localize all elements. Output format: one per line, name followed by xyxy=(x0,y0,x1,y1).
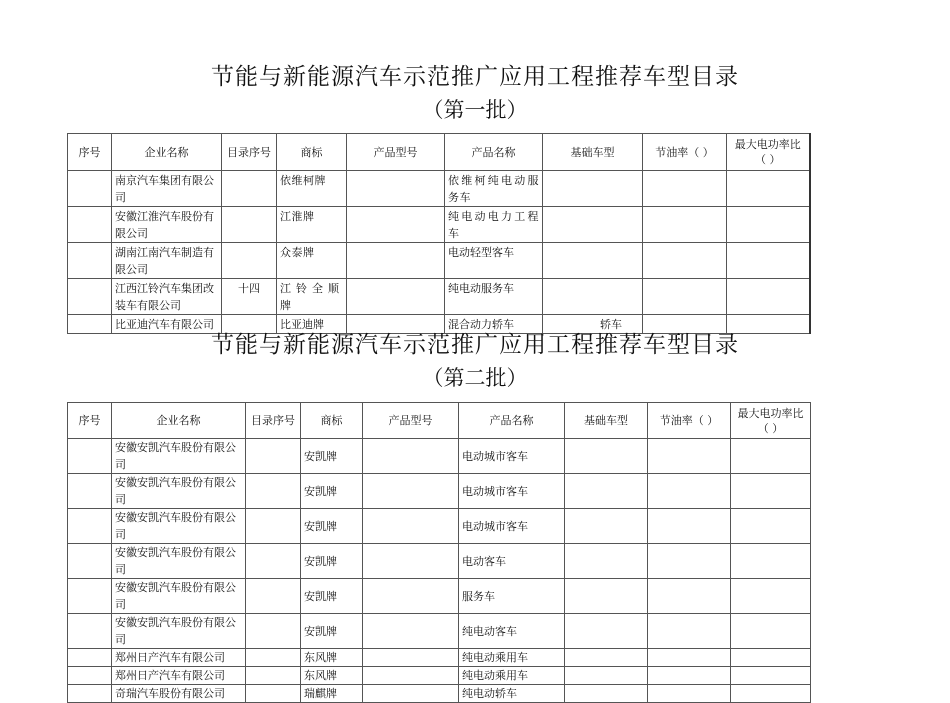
cell-power-ratio xyxy=(731,685,811,703)
cell-catalog-no xyxy=(246,474,301,509)
cell-fuel-saving xyxy=(648,544,731,579)
header-cell: 目录序号 xyxy=(246,403,301,439)
cell-model xyxy=(363,614,459,649)
cell-fuel-saving xyxy=(648,579,731,614)
cell-fuel-saving xyxy=(648,439,731,474)
cell-power-ratio xyxy=(727,243,810,279)
header-cell: 企业名称 xyxy=(112,134,222,171)
cell-product-name: 混合动力轿车 xyxy=(445,315,543,334)
cell-product-name: 纯电动乘用车 xyxy=(459,649,565,667)
cell-seq xyxy=(68,579,112,614)
table-row xyxy=(68,279,810,315)
header-cell: 节油率（ ） xyxy=(643,134,727,171)
cell-product-name: 依维柯纯电动服务车 xyxy=(445,171,543,207)
header-cell: 基础车型 xyxy=(543,134,643,171)
cell-product-name: 电动客车 xyxy=(459,544,565,579)
cell-brand: 安凯牌 xyxy=(301,579,363,614)
cell-company: 比亚迪汽车有限公司 xyxy=(112,315,222,334)
cell-company: 郑州日产汽车有限公司 xyxy=(112,667,246,685)
table-row xyxy=(68,243,810,279)
header-cell: 商标 xyxy=(301,403,363,439)
header-cell: 目录序号 xyxy=(222,134,277,171)
cell-power-ratio xyxy=(727,279,810,315)
cell-power-ratio xyxy=(731,439,811,474)
batch2-subtitle: （第二批） xyxy=(422,366,528,390)
cell-fuel-saving xyxy=(643,171,727,207)
cell-catalog-no xyxy=(246,439,301,474)
cell-catalog-no xyxy=(222,243,277,279)
cell-company: 奇瑞汽车股份有限公司 xyxy=(112,685,246,703)
cell-product-name: 纯电动客车 xyxy=(459,614,565,649)
cell-power-ratio xyxy=(731,614,811,649)
batch1-table xyxy=(67,133,811,334)
header-cell: 产品型号 xyxy=(347,134,445,171)
cell-fuel-saving xyxy=(648,509,731,544)
cell-company: 安徽安凯汽车股份有限公司 xyxy=(112,614,246,649)
cell-company: 湖南江南汽车制造有限公司 xyxy=(112,243,222,279)
cell-model xyxy=(347,171,445,207)
cell-fuel-saving xyxy=(643,243,727,279)
cell-product-name: 服务车 xyxy=(459,579,565,614)
cell-catalog-no: 十四 xyxy=(222,279,277,315)
cell-fuel-saving xyxy=(643,279,727,315)
batch2-table xyxy=(67,402,811,703)
cell-brand: 众泰牌 xyxy=(277,243,347,279)
cell-base-model xyxy=(565,667,648,685)
cell-power-ratio xyxy=(731,649,811,667)
cell-base-model xyxy=(565,614,648,649)
cell-seq xyxy=(68,509,112,544)
header-cell: 序号 xyxy=(68,403,112,439)
cell-catalog-no xyxy=(246,667,301,685)
cell-base-model xyxy=(565,474,648,509)
header-cell: 节油率（ ） xyxy=(648,403,731,439)
table-row xyxy=(68,685,811,703)
cell-product-name: 纯电动服务车 xyxy=(445,279,543,315)
cell-brand: 东风牌 xyxy=(301,667,363,685)
cell-brand: 江铃全顺牌 xyxy=(277,279,347,315)
cell-product-name: 纯电动电力工程车 xyxy=(445,207,543,243)
cell-brand: 安凯牌 xyxy=(301,509,363,544)
cell-model xyxy=(363,667,459,685)
cell-seq xyxy=(68,207,112,243)
cell-model xyxy=(363,685,459,703)
table-row xyxy=(68,509,811,544)
cell-base-model xyxy=(565,439,648,474)
cell-company: 安徽安凯汽车股份有限公司 xyxy=(112,439,246,474)
header-cell: 企业名称 xyxy=(112,403,246,439)
batch1-title: 节能与新能源汽车示范推广应用工程推荐车型目录 xyxy=(211,64,739,90)
cell-product-name: 电动城市客车 xyxy=(459,509,565,544)
header-cell: 产品名称 xyxy=(459,403,565,439)
table-header-row xyxy=(68,134,810,171)
cell-base-model xyxy=(565,509,648,544)
cell-brand: 安凯牌 xyxy=(301,614,363,649)
cell-model xyxy=(347,243,445,279)
cell-power-ratio xyxy=(731,544,811,579)
cell-base-model xyxy=(565,579,648,614)
cell-base-model xyxy=(543,279,643,315)
cell-brand: 依维柯牌 xyxy=(277,171,347,207)
cell-catalog-no xyxy=(222,171,277,207)
cell-brand: 安凯牌 xyxy=(301,439,363,474)
cell-seq xyxy=(68,474,112,509)
cell-power-ratio xyxy=(731,667,811,685)
cell-company: 安徽安凯汽车股份有限公司 xyxy=(112,544,246,579)
cell-seq xyxy=(68,544,112,579)
batch2-title: 节能与新能源汽车示范推广应用工程推荐车型目录 xyxy=(211,332,739,358)
table-row xyxy=(68,649,811,667)
cell-brand: 比亚迪牌 xyxy=(277,315,347,334)
header-cell: 产品型号 xyxy=(363,403,459,439)
header-cell: 基础车型 xyxy=(565,403,648,439)
cell-fuel-saving xyxy=(648,474,731,509)
table-row xyxy=(68,439,811,474)
cell-power-ratio xyxy=(727,171,810,207)
cell-catalog-no xyxy=(246,509,301,544)
header-cell: 商标 xyxy=(277,134,347,171)
cell-seq xyxy=(68,685,112,703)
cell-company: 安徽安凯汽车股份有限公司 xyxy=(112,474,246,509)
header-cell: 序号 xyxy=(68,134,112,171)
cell-company: 安徽安凯汽车股份有限公司 xyxy=(112,579,246,614)
cell-seq xyxy=(68,171,112,207)
table-row xyxy=(68,171,810,207)
table-row xyxy=(68,614,811,649)
table-row xyxy=(68,579,811,614)
cell-seq xyxy=(68,614,112,649)
cell-catalog-no xyxy=(246,685,301,703)
cell-company: 江西江铃汽车集团改装车有限公司 xyxy=(112,279,222,315)
cell-model xyxy=(363,474,459,509)
cell-company: 郑州日产汽车有限公司 xyxy=(112,649,246,667)
cell-fuel-saving xyxy=(648,614,731,649)
header-cell: 产品名称 xyxy=(445,134,543,171)
cell-base-model: 轿车 xyxy=(543,315,643,334)
cell-base-model xyxy=(543,207,643,243)
cell-model xyxy=(347,207,445,243)
cell-product-name: 纯电动轿车 xyxy=(459,685,565,703)
cell-fuel-saving xyxy=(648,685,731,703)
cell-catalog-no xyxy=(246,614,301,649)
table-row xyxy=(68,544,811,579)
cell-catalog-no xyxy=(246,544,301,579)
cell-base-model xyxy=(565,544,648,579)
cell-power-ratio xyxy=(727,207,810,243)
cell-company: 安徽江淮汽车股份有限公司 xyxy=(112,207,222,243)
cell-catalog-no xyxy=(222,207,277,243)
batch1-subtitle: （第一批） xyxy=(422,98,528,122)
cell-model xyxy=(363,579,459,614)
cell-base-model xyxy=(543,171,643,207)
cell-seq xyxy=(68,279,112,315)
cell-model xyxy=(363,439,459,474)
cell-seq xyxy=(68,649,112,667)
cell-product-name: 纯电动乘用车 xyxy=(459,667,565,685)
cell-brand: 安凯牌 xyxy=(301,544,363,579)
table-row xyxy=(68,667,811,685)
cell-seq xyxy=(68,439,112,474)
cell-product-name: 电动城市客车 xyxy=(459,474,565,509)
table-row xyxy=(68,474,811,509)
cell-catalog-no xyxy=(246,649,301,667)
cell-base-model xyxy=(565,685,648,703)
cell-company: 南京汽车集团有限公司 xyxy=(112,171,222,207)
cell-power-ratio xyxy=(731,509,811,544)
cell-fuel-saving xyxy=(643,207,727,243)
cell-product-name: 电动城市客车 xyxy=(459,439,565,474)
cell-brand: 安凯牌 xyxy=(301,474,363,509)
cell-model xyxy=(347,279,445,315)
cell-power-ratio xyxy=(731,579,811,614)
cell-fuel-saving xyxy=(648,649,731,667)
cell-fuel-saving xyxy=(648,667,731,685)
cell-brand: 瑞麒牌 xyxy=(301,685,363,703)
cell-catalog-no xyxy=(246,579,301,614)
cell-power-ratio xyxy=(731,474,811,509)
cell-model xyxy=(363,649,459,667)
cell-brand: 东风牌 xyxy=(301,649,363,667)
cell-company: 安徽安凯汽车股份有限公司 xyxy=(112,509,246,544)
cell-model xyxy=(363,544,459,579)
cell-seq xyxy=(68,243,112,279)
header-cell: 最大电功率比（ ） xyxy=(727,134,810,171)
cell-brand: 江淮牌 xyxy=(277,207,347,243)
cell-base-model xyxy=(565,649,648,667)
cell-model xyxy=(363,509,459,544)
cell-base-model xyxy=(543,243,643,279)
table-header-row xyxy=(68,403,811,439)
cell-product-name: 电动轻型客车 xyxy=(445,243,543,279)
table-row xyxy=(68,207,810,243)
header-cell: 最大电功率比（ ） xyxy=(731,403,811,439)
cell-seq xyxy=(68,667,112,685)
